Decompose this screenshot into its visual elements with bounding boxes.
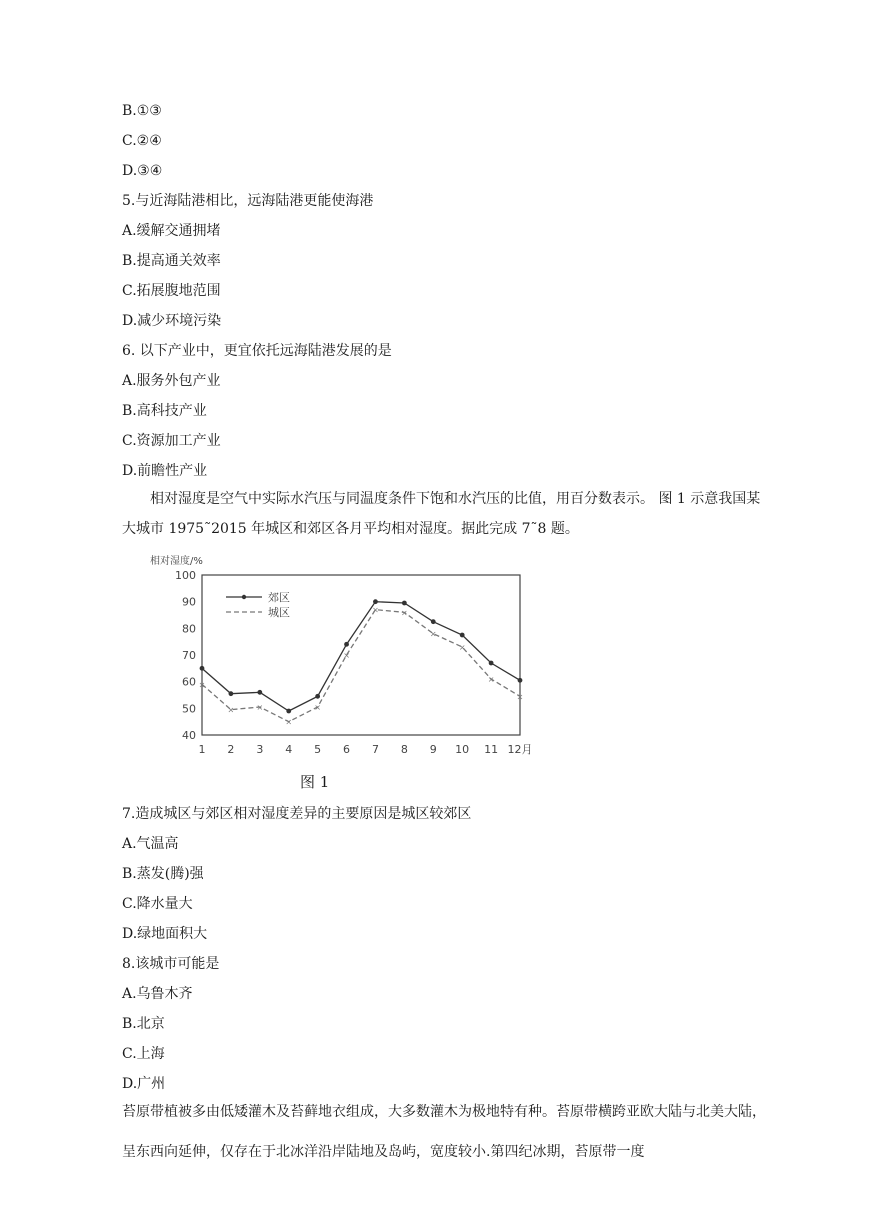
x-tick-label: 12月	[507, 743, 533, 756]
data-point	[315, 694, 320, 699]
text-line: 5.与近海陆港相比，远海陆港更能使海港	[122, 193, 374, 209]
data-point: ×	[458, 643, 466, 652]
data-point	[518, 678, 523, 683]
text-line: 8.该城市可能是	[122, 956, 220, 972]
text-line: B.提高通关效率	[122, 253, 221, 269]
text-line: D.广州	[122, 1076, 166, 1092]
data-point	[344, 642, 349, 647]
legend-entry: 郊区	[268, 591, 290, 604]
text-line: D.③④	[122, 163, 163, 179]
data-point	[402, 601, 407, 606]
text-line: B.北京	[122, 1016, 165, 1032]
data-point	[200, 666, 205, 671]
y-tick-label: 80	[182, 622, 196, 636]
data-point: ×	[285, 717, 293, 727]
x-tick-label: 2	[227, 743, 235, 756]
text-line: C.资源加工产业	[122, 433, 221, 449]
x-tick-label: 1	[198, 743, 206, 756]
x-tick-label: 6	[343, 743, 351, 756]
data-point	[489, 661, 494, 666]
text-line: D.减少环境污染	[122, 313, 222, 329]
text-line: 7.造成城区与郊区相对湿度差异的主要原因是城区较郊区	[122, 806, 472, 822]
text-line: A.气温高	[122, 836, 179, 852]
data-point: ×	[256, 703, 264, 712]
data-point: ×	[198, 680, 206, 690]
data-point: ×	[314, 703, 321, 712]
x-tick-label: 4	[285, 743, 293, 756]
text-line: 6. 以下产业中，更宜依托远海陆港发展的是	[122, 343, 392, 359]
humidity-line-chart	[140, 545, 560, 770]
text-line: A.服务外包产业	[122, 373, 221, 389]
data-point	[286, 709, 291, 714]
text-line: C.上海	[122, 1046, 165, 1062]
data-point: ×	[343, 651, 350, 660]
x-tick-label: 9	[429, 743, 437, 756]
text-line: B.①③	[122, 103, 162, 119]
data-point: ×	[401, 608, 408, 618]
text-line: C.②④	[122, 133, 162, 149]
data-point: ×	[429, 629, 437, 639]
x-tick-label: 11	[484, 743, 499, 756]
text-line: C.降水量大	[122, 896, 193, 912]
y-tick-label: 60	[182, 675, 196, 689]
data-point: ×	[372, 605, 379, 615]
y-tick-label: 90	[182, 595, 196, 609]
x-tick-label: 5	[314, 743, 322, 756]
data-point: ×	[227, 705, 235, 715]
tail-paragraph: 苔原带植被多由低矮灌木及苔藓地衣组成，大多数灌木为极地特有种。苔原带横跨亚欧大陆与北美大陆，呈东西向延伸，仅存在于北冰洋沿岸陆地及岛屿，宽度较小.第四纪冰期，苔原带一度	[122, 1104, 766, 1160]
x-tick-label: 3	[256, 743, 264, 756]
text-line: C.拓展腹地范围	[122, 283, 221, 299]
y-tick-label: 50	[182, 702, 196, 716]
text-line: D.前瞻性产业	[122, 463, 208, 479]
text-line: B.蒸发(腾)强	[122, 866, 204, 882]
x-tick-label: 10	[455, 743, 470, 756]
y-tick-label: 70	[182, 649, 196, 662]
text-line: D.绿地面积大	[122, 926, 208, 942]
data-point: ×	[487, 675, 495, 684]
data-point: ×	[516, 692, 524, 702]
data-point	[431, 619, 436, 624]
legend-marker	[242, 595, 246, 599]
legend-entry: 城区	[268, 606, 290, 619]
y-tick-label: 40	[182, 729, 196, 742]
x-tick-label: 8	[400, 743, 408, 756]
y-tick-label: 100	[175, 569, 196, 582]
series-line-suburb	[202, 602, 520, 711]
figure-caption: 图 1	[300, 773, 330, 791]
data-point	[257, 690, 262, 695]
plot-frame	[202, 575, 520, 735]
text-line: B.高科技产业	[122, 403, 207, 419]
data-point	[373, 599, 378, 604]
text-line: A.缓解交通拥堵	[122, 223, 221, 239]
x-tick-label: 7	[371, 743, 379, 756]
y-axis-label: 相对湿度/%	[150, 556, 203, 567]
data-point	[229, 691, 234, 696]
intro-paragraph: 相对湿度是空气中实际水汽压与同温度条件下饱和水汽压的比值，用百分数表示。 图 1 示意我国某大城市 1975˜2015 年城区和郊区各月平均相对湿度。据此完成 7˜8 题。	[122, 491, 761, 537]
data-point	[460, 633, 465, 638]
text-line: A.乌鲁木齐	[122, 986, 193, 1002]
series-line-urban	[202, 610, 520, 722]
